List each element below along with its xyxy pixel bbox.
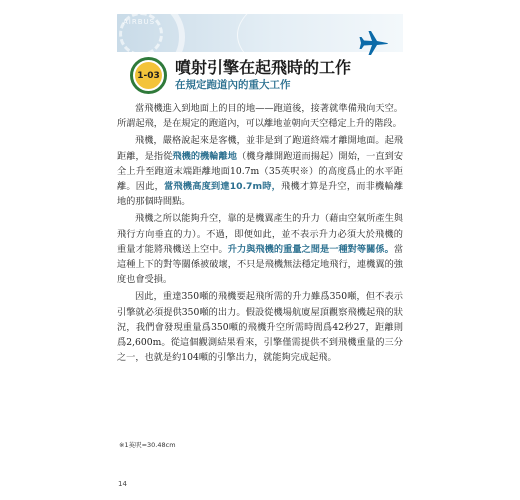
body-text — [117, 101, 403, 367]
body-paragraph — [117, 133, 403, 209]
page-subtitle: 在規定跑道內的重大工作 — [175, 79, 291, 91]
banner-text: AIRBUS — [123, 18, 156, 26]
paragraph-text: 飛機才算是升空，而非機輪離地的那個時間點。 — [117, 181, 404, 208]
page-number: 14 — [118, 480, 127, 488]
paragraph-text: 因此，重達350噸的飛機要起飛所需的升力雖爲350噸，但不表示引擎就必須提供350噸的出力。假設從機場航廈屋頂觀察飛機起飛的狀況，我們會發現重量爲350噸的飛機升空所需時間爲42秒27，距離則爲2,600m。從這個觀測結果看來，引擎僅需提供不到飛機重量的三分之一，也就是約104噸的引擎出力，就能夠完成起飛。 — [117, 291, 403, 364]
body-paragraph — [117, 289, 403, 365]
body-paragraph — [117, 101, 403, 131]
chapter-number: 1-03 — [135, 62, 162, 89]
body-paragraph — [117, 211, 403, 287]
airplane-icon — [358, 28, 390, 60]
paragraph-text: 飛機，嚴格說起來是客機，並非是到了跑道終端才離開地面。起飛距離，是指從 — [117, 135, 403, 162]
chapter-badge — [130, 57, 167, 94]
paragraph-text: 當飛機進入到地面上的目的地——跑道後，接著就準備飛向天空。所謂起飛，是在規定的跑道內，可以離地並朝向天空穩定上升的階段。 — [117, 103, 403, 130]
paragraph-text: 當這種上下的對等關係被破壞，不只是飛機無法穩定地飛行，連機翼的強度也會受損。 — [117, 243, 404, 286]
highlighted-text: 升力與飛機的重量之間是一種對等關係。 — [227, 243, 394, 255]
paragraph-text: 飛機之所以能夠升空，靠的是機翼產生的升力（藉由空氣所產生與飛行方向垂直的力）。不過，即便如此，並不表示升力必須大於飛機的重量才能將飛機送上空中。 — [117, 213, 403, 255]
paragraph-text: （機身離開跑道而揚起）開始，一直到安全上升至跑道末端距離地面10.7m（35英呎※）的高度爲止的水平距離。因此， — [117, 150, 404, 193]
page-title: 噴射引擎在起飛時的工作 — [175, 58, 352, 77]
highlighted-text: 當飛機高度到達10.7m時， — [164, 181, 282, 193]
footnote: ※1英呎=30.48cm — [119, 441, 176, 449]
highlighted-text: 飛機的機輪離地 — [172, 150, 237, 162]
